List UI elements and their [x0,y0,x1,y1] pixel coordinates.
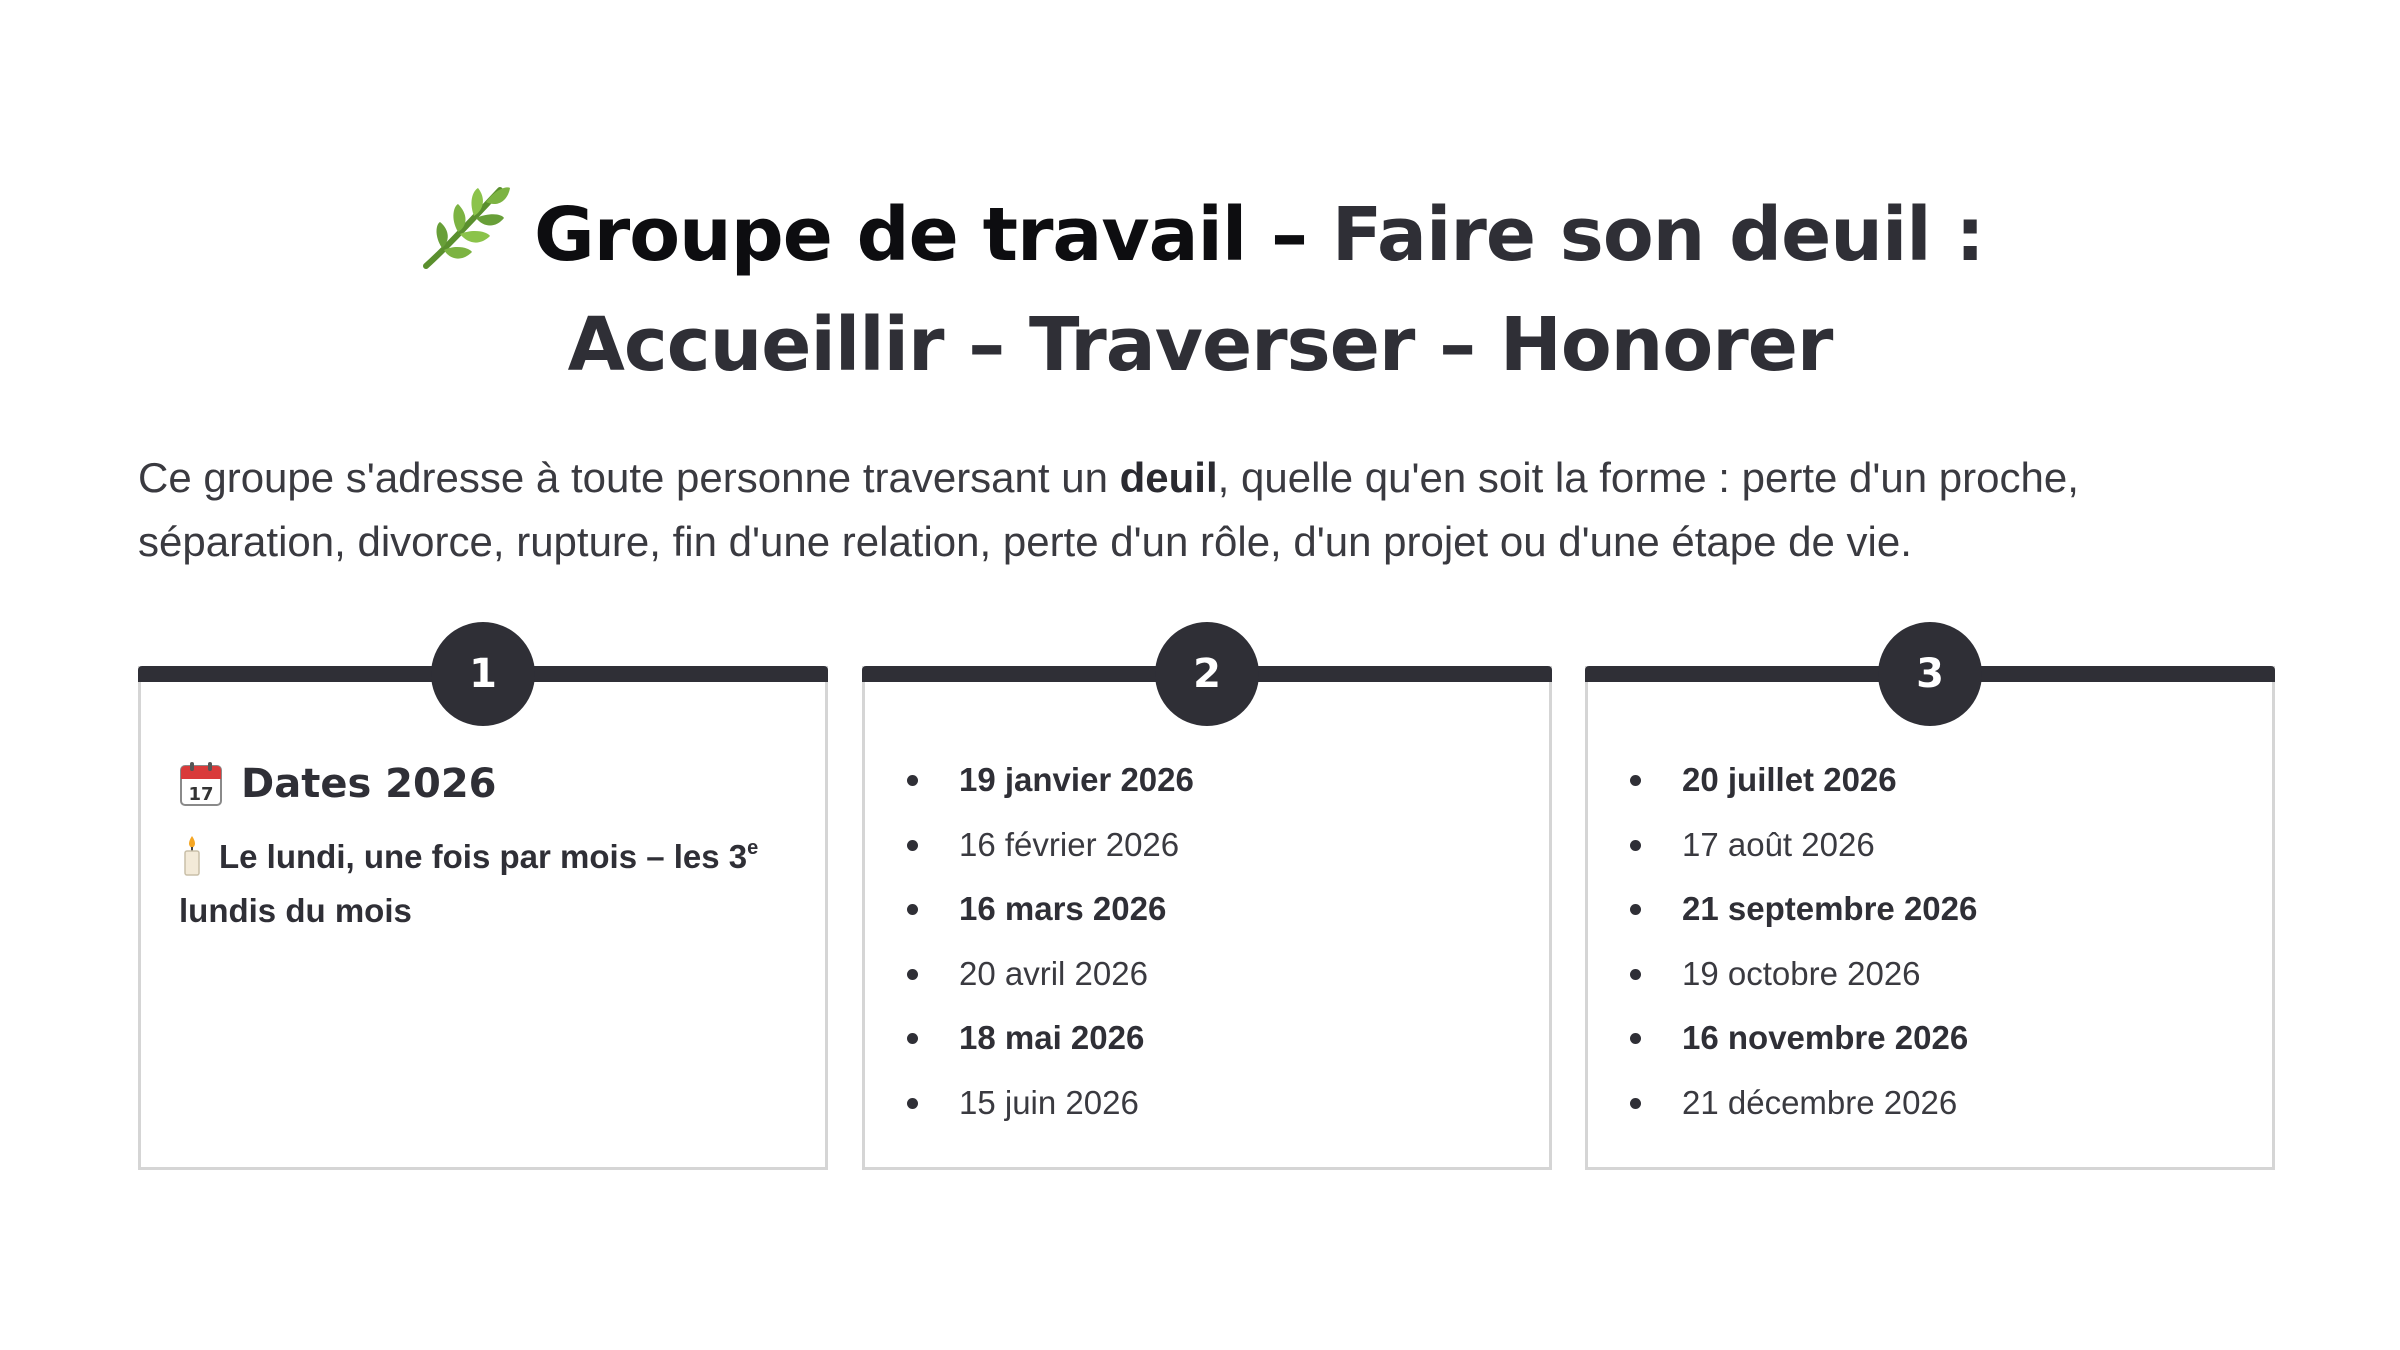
bullet-icon [907,840,918,851]
bullet-icon [1630,840,1641,851]
title-part-2: Faire son deuil : [1307,192,1985,278]
date-item [903,952,1194,1017]
bullet-icon [907,969,918,980]
title-line-2: Accueillir – Traverser – Honorer [567,302,1833,388]
date-item [903,758,1194,823]
date-item [1626,1016,1977,1081]
bullet-icon [907,1098,918,1109]
bullet-icon [1630,1033,1641,1044]
bullet-icon [1630,904,1641,915]
bullet-icon [907,904,918,915]
date-label: 18 mai 2026 [959,1019,1145,1056]
step-card-1 [138,651,828,1170]
bullet-icon [1630,1098,1641,1109]
candle-icon [179,834,205,876]
step-card-3 [1585,651,2275,1170]
date-label: 19 janvier 2026 [959,761,1194,798]
schedule-ordinal: e [747,837,759,859]
intro-text-after: , quelle qu'en soit la forme : perte d'un proche, séparation, divorce, rupture, fin d'une relation, perte d'un rôle, d'un projet ou d'une étape de vie. [138,454,2079,565]
date-list [1626,758,1977,1145]
date-label: 16 mars 2026 [959,890,1167,927]
herb-leaf-icon [416,178,512,274]
date-label: 20 juillet 2026 [1682,761,1897,798]
step-number-badge: 1 [431,622,535,726]
bullet-icon [1630,969,1641,980]
date-label: 21 septembre 2026 [1682,890,1978,927]
date-item [903,823,1194,888]
schedule-end: lundis du mois [179,892,412,929]
date-item [1626,823,1977,888]
date-item [903,887,1194,952]
dates-heading-label: Dates 2026 [241,761,497,807]
title-part-1: Groupe de travail – [533,192,1308,278]
bullet-icon [907,775,918,786]
date-label: 16 février 2026 [959,825,1180,863]
step-number-badge: 2 [1155,622,1259,726]
date-label: 15 juin 2026 [959,1083,1139,1121]
intro-text-bold: deuil [1119,454,1218,501]
date-label: 20 avril 2026 [959,954,1148,992]
bullet-icon [907,1033,918,1044]
date-label: 17 août 2026 [1682,825,1875,863]
page-title [140,178,2260,400]
intro-text-before: Ce groupe s'adresse à toute personne traversant un [138,454,1120,501]
bullet-icon [1630,775,1641,786]
date-item [903,1016,1194,1081]
date-label: 16 novembre 2026 [1682,1019,1969,1056]
step-card-2 [862,651,1552,1170]
intro-paragraph [138,446,2278,574]
date-item [1626,887,1977,952]
date-label: 21 décembre 2026 [1682,1083,1958,1121]
schedule-text [179,830,779,938]
dates-heading [179,756,497,812]
svg-text:17: 17 [188,784,214,805]
date-list [903,758,1194,1145]
date-item [1626,1081,1977,1146]
step-number-badge: 3 [1878,622,1982,726]
date-item [903,1081,1194,1146]
date-item [1626,952,1977,1017]
calendar-icon [179,761,223,807]
schedule-main: Le lundi, une fois par mois – les 3 [219,838,748,875]
date-item [1626,758,1977,823]
date-label: 19 octobre 2026 [1682,954,1921,992]
